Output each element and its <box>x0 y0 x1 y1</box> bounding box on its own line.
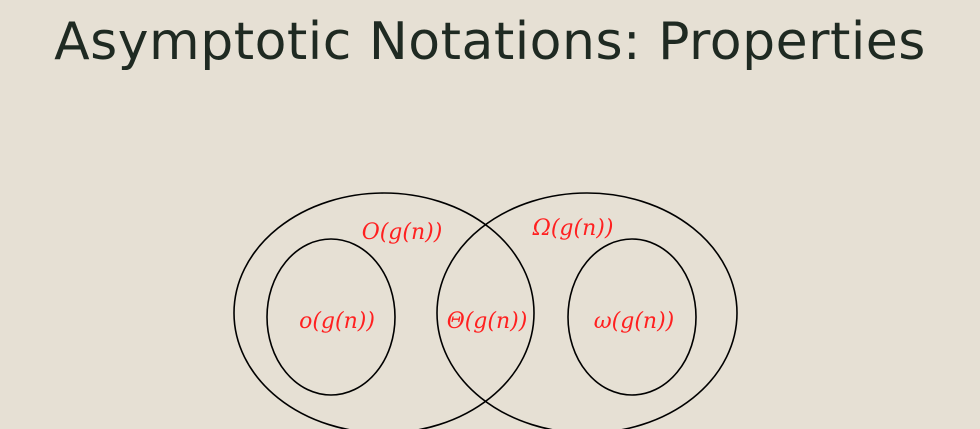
slide-title: Asymptotic Notations: Properties <box>54 12 926 72</box>
little-o-label: o(g(n)) <box>299 309 375 334</box>
big-omega-label: Ω(g(n)) <box>532 216 614 241</box>
big-o-label: O(g(n)) <box>361 220 443 245</box>
theta-label: Θ(g(n)) <box>446 309 528 334</box>
little-omega-label: ω(g(n)) <box>593 309 675 334</box>
